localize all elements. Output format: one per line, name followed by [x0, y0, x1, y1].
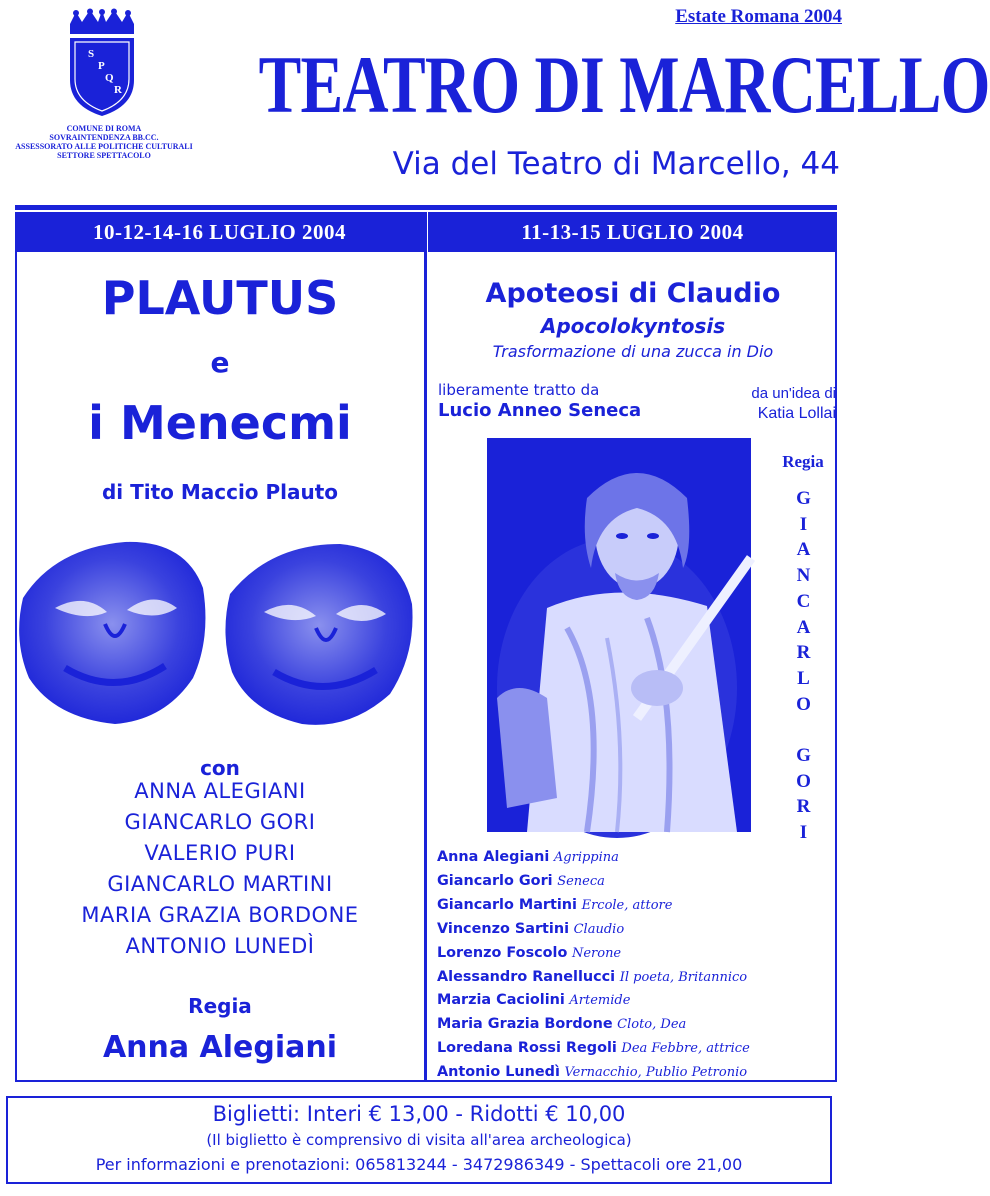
right-dates-bar: 11-13-15 LUGLIO 2004 [428, 212, 837, 252]
crest-letter-p: P [98, 60, 105, 72]
mask-right [225, 544, 412, 725]
cast-row [437, 870, 835, 894]
cast-actor: Lorenzo Foscolo [437, 944, 568, 961]
mask-left [19, 542, 205, 724]
right-cast-list [437, 846, 835, 1085]
org-line: ASSESSORATO ALLE POLITICHE CULTURALI [15, 142, 193, 151]
cast-member: GIANCARLO GORI [124, 810, 316, 834]
cast-member: VALERIO PURI [144, 841, 296, 865]
director-letter: I [799, 822, 809, 844]
crest-letter-s: S [88, 48, 95, 60]
cast-row [437, 894, 835, 918]
cast-actor: Marzia Caciolini [437, 992, 565, 1009]
cast-actor: Giancarlo Martini [437, 896, 577, 913]
left-director-name: Anna Alegiani [102, 1030, 338, 1065]
cast-row [437, 942, 835, 966]
director-letter: I [799, 513, 809, 535]
left-author: di Tito Maccio Plauto [101, 480, 339, 504]
cast-member: MARIA GRAZIA BORDONE [81, 903, 359, 927]
director-letter: N [796, 565, 812, 587]
venue-title: TEATRO DI MARCELLO [258, 39, 990, 130]
org-line: SOVRAINTENDENZA BB.CC. [49, 133, 159, 142]
org-line: SETTORE SPETTACOLO [57, 151, 151, 160]
cast-with-label: con [200, 756, 240, 780]
left-title-plautus: PLAUTUS [101, 271, 339, 325]
right-tagline: Trasformazione di una zucca in Dio [492, 342, 774, 361]
right-border [835, 252, 837, 1080]
column-divider [424, 212, 427, 1080]
theatre-masks-image [15, 528, 415, 728]
actor-photo [487, 438, 751, 832]
cast-row [437, 989, 835, 1013]
cast-actor: Giancarlo Gori [437, 872, 553, 889]
source-label: liberamente tratto da [438, 381, 600, 399]
crest-letters [62, 44, 142, 104]
ticket-prices: Biglietti: Interi € 13,00 - Ridotti € 10,00 [212, 1102, 626, 1126]
cast-actor: Loredana Rossi Regoli [437, 1040, 617, 1057]
director-letter-gap [784, 717, 824, 743]
idea-label: da un'idea di [751, 385, 836, 402]
crest-letter-r: R [114, 84, 122, 96]
organization-block [8, 124, 200, 160]
left-title-menecmi: i Menecmi [88, 396, 352, 450]
right-subtitle: Apocolokyntosis [540, 314, 726, 338]
cast-role: Seneca [557, 873, 605, 889]
right-director-label: Regia [782, 452, 824, 471]
cast-row [437, 1037, 835, 1061]
cast-role: Agrippina [553, 850, 619, 865]
cast-member: ANNA ALEGIANI [134, 779, 306, 803]
cast-row [437, 966, 835, 990]
crest-letter-q: Q [105, 72, 114, 84]
cast-actor: Vincenzo Sartini [437, 920, 570, 937]
director-letter: R [796, 642, 812, 664]
cast-role: Dea Febbre, attrice [621, 1041, 750, 1057]
director-letter: C [796, 590, 812, 612]
right-director-vertical-name [784, 486, 824, 846]
director-letter: O [796, 693, 812, 715]
right-title: Apoteosi di Claudio [485, 278, 781, 309]
cast-row [437, 1013, 835, 1037]
venue-address: Via del Teatro di Marcello, 44 [392, 146, 840, 182]
director-letter: O [796, 770, 812, 792]
cast-actor: Alessandro Ranellucci [437, 968, 616, 985]
cast-role: Il poeta, Britannico [619, 969, 748, 985]
director-letter: A [796, 539, 812, 561]
idea-author: Katia Lollai [757, 405, 836, 422]
director-letter: L [797, 667, 811, 689]
cast-row [437, 918, 835, 942]
cast-role: Claudio [573, 921, 625, 937]
festival-name: Estate Romana 2004 [675, 6, 842, 27]
director-letter: A [796, 616, 812, 638]
org-line: COMUNE DI ROMA [66, 124, 142, 133]
director-letter: R [796, 796, 812, 818]
left-dates-bar: 10-12-14-16 LUGLIO 2004 [15, 212, 424, 252]
left-cast-list [20, 776, 420, 962]
cast-actor: Anna Alegiani [437, 849, 550, 865]
source-author: Lucio Anneo Seneca [438, 400, 642, 421]
cast-actor: Antonio Lunedì [437, 1064, 560, 1081]
cast-member: ANTONIO LUNEDÌ [125, 934, 315, 958]
cast-role: Artemide [569, 993, 631, 1009]
left-title-and: e [210, 346, 230, 379]
cast-role: Vernacchio, Publio Petronio [564, 1065, 748, 1081]
bottom-rule [15, 1080, 837, 1082]
cast-role: Ercole, attore [581, 897, 673, 913]
ticket-note: (Il biglietto è comprensivo di visita all'area archeologica) [206, 1131, 632, 1149]
director-letter: G [796, 745, 812, 767]
cast-role: Cloto, Dea [617, 1017, 687, 1033]
director-letter: G [796, 488, 812, 509]
cast-actor: Maria Grazia Bordone [437, 1016, 613, 1033]
left-director-label: Regia [188, 994, 252, 1018]
cast-row [437, 846, 835, 870]
booking-info: Per informazioni e prenotazioni: 065813244 - 3472986349 - Spettacoli ore 21,00 [95, 1155, 743, 1174]
cast-role: Nerone [571, 945, 622, 961]
cast-member: GIANCARLO MARTINI [107, 872, 333, 896]
top-rule [15, 205, 837, 210]
